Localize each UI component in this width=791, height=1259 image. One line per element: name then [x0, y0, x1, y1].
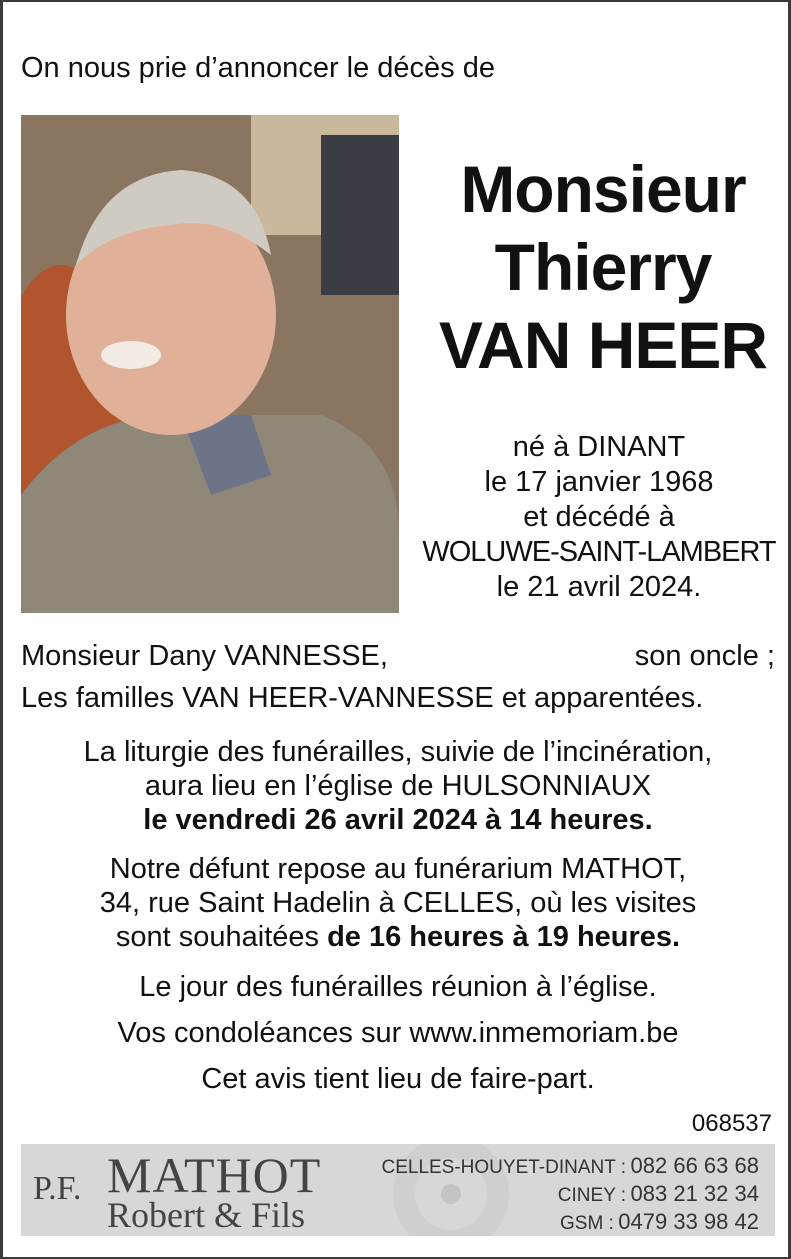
visits-hours: de 16 heures à 19 heures. [327, 921, 681, 953]
contact-label: CINEY : [557, 1185, 627, 1206]
death-date: le 21 avril 2024. [496, 571, 702, 603]
church-meeting-text: Le jour des funérailles réunion à l’église. [139, 971, 657, 1003]
church-meeting [18, 970, 778, 1004]
birth-death-details [413, 430, 785, 605]
liturgy-date: le vendredi 26 avril 2024 à 14 heures. [143, 804, 653, 836]
contact-label: GSM : [560, 1213, 614, 1234]
relative-name: Monsieur Dany VANNESSE, [21, 640, 388, 672]
visits-prefix: sont souhaitées [115, 921, 328, 953]
funerarium-line-2: 34, rue Saint Hadelin à CELLES, où les visites [99, 887, 697, 919]
relative-role: son oncle ; [634, 640, 775, 672]
contact-row [381, 1152, 759, 1180]
death-place: WOLUWE-SAINT-LAMBERT [422, 536, 776, 568]
brand-prefix: P.F. [33, 1170, 82, 1207]
birth-place: né à DINANT [512, 431, 686, 463]
name-title: Monsieur [460, 152, 746, 226]
funerarium-block [18, 852, 778, 954]
reference-number: 068537 [691, 1110, 772, 1137]
contact-list [381, 1152, 759, 1236]
condolences [18, 1016, 778, 1050]
contact-number: 082 66 63 68 [630, 1153, 759, 1178]
condolences-text: Vos condoléances sur www.inmemoriam.be [117, 1017, 679, 1049]
funerarium-line-1: Notre défunt repose au funérarium MATHOT, [109, 853, 687, 885]
liturgy-block [18, 735, 778, 837]
liturgy-line-2: aura lieu en l’église de HULSONNIAUX [144, 770, 652, 802]
death-intro: et décédé à [523, 501, 675, 533]
brand-name: MATHOT [107, 1147, 322, 1203]
contact-label: CELLES-HOUYET-DINANT : [381, 1157, 627, 1178]
contact-number: 083 21 32 34 [630, 1181, 759, 1206]
contact-row [381, 1180, 759, 1208]
intro-text: On nous prie d’annoncer le décès de [21, 52, 495, 84]
contact-number: 0479 33 98 42 [618, 1209, 759, 1234]
contact-row [381, 1208, 759, 1236]
name-first: Thierry [494, 230, 712, 304]
liturgy-line-1: La liturgie des funérailles, suivie de l’incinération, [83, 736, 713, 768]
brand-subtitle: Robert & Fils [107, 1195, 306, 1235]
deceased-name [433, 150, 773, 384]
birth-date: le 17 janvier 1968 [484, 466, 714, 498]
faire-part [18, 1062, 778, 1096]
portrait-photo [21, 115, 399, 613]
faire-part-text: Cet avis tient lieu de faire-part. [201, 1063, 595, 1095]
name-last: VAN HEER [438, 308, 768, 382]
families-line: Les familles VAN HEER-VANNESSE et apparentées. [21, 682, 704, 714]
funeral-home-banner [21, 1144, 775, 1236]
visits-line [18, 920, 778, 954]
